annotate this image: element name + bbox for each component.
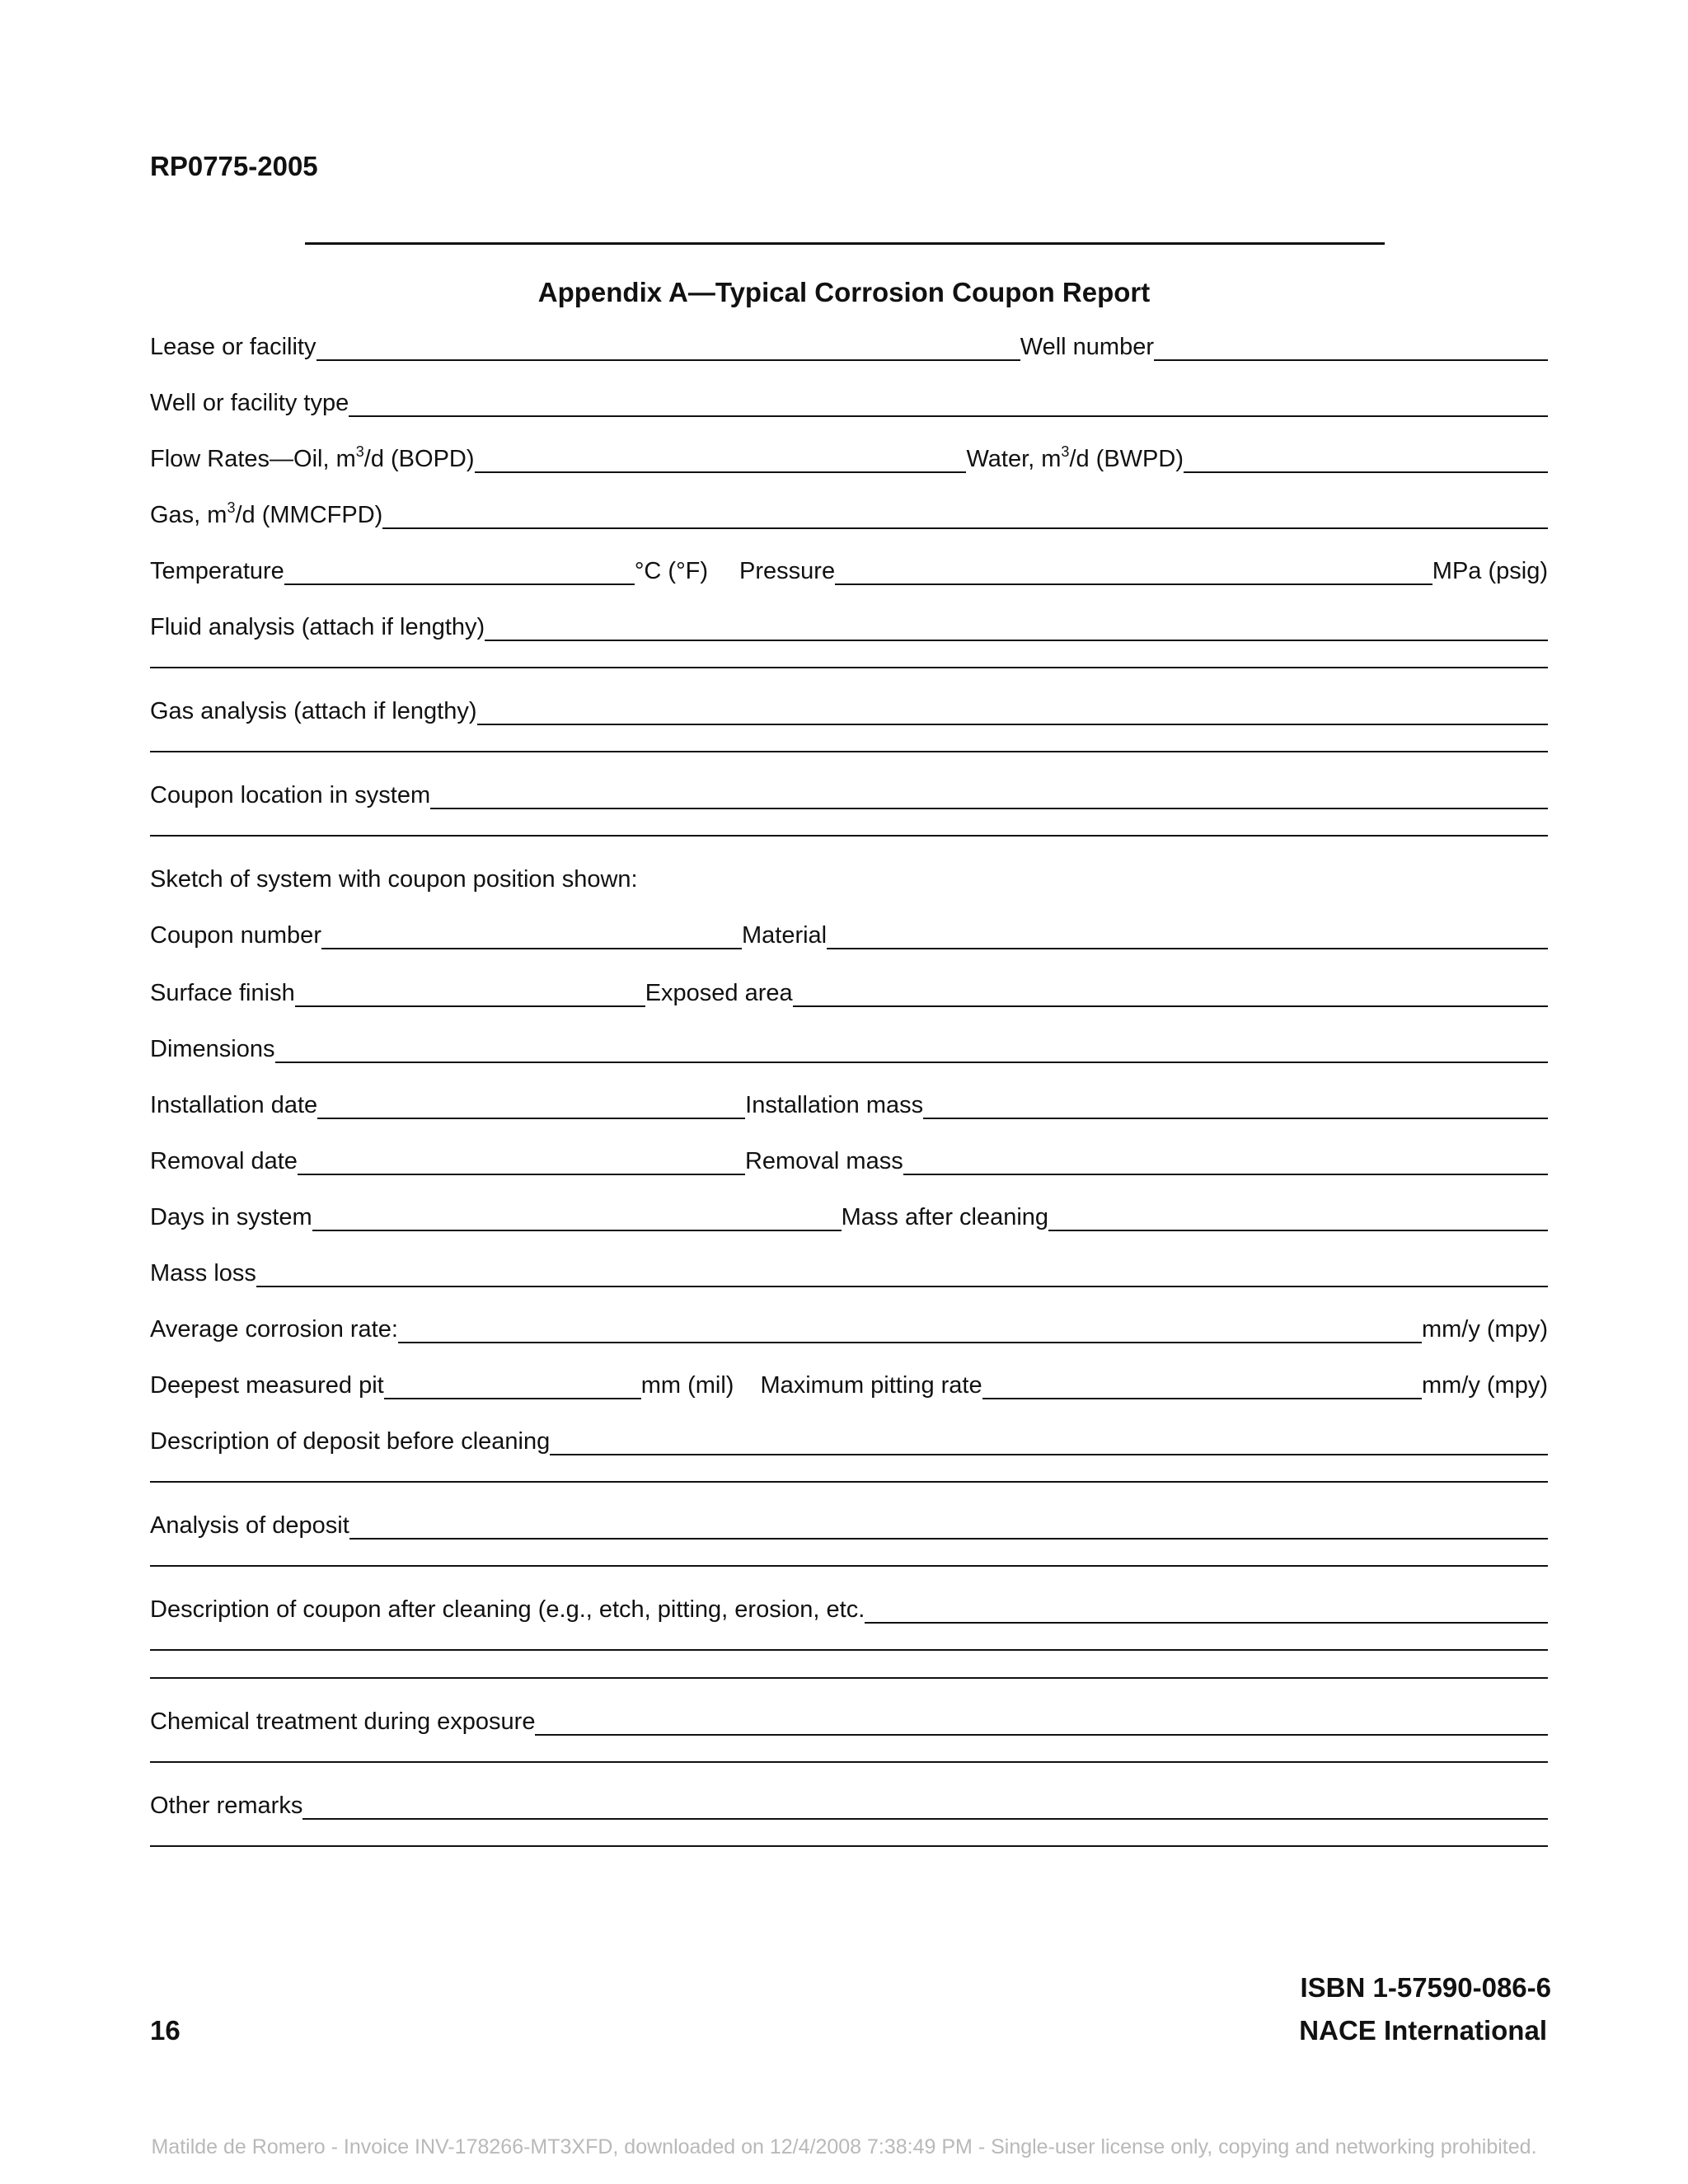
fluid-analysis-label: Fluid analysis (attach if lengthy) bbox=[150, 614, 485, 640]
coupon-number-label: Coupon number bbox=[150, 922, 321, 949]
page-title: Appendix A—Typical Corrosion Coupon Report bbox=[537, 277, 1151, 307]
installation-row bbox=[150, 1083, 1548, 1119]
installation-mass-label: Installation mass bbox=[745, 1092, 924, 1118]
installation-mass-field[interactable] bbox=[923, 1117, 1548, 1119]
well-type-field[interactable] bbox=[349, 415, 1548, 417]
avg-corrosion-rate-label: Average corrosion rate: bbox=[150, 1316, 398, 1343]
removal-date-label: Removal date bbox=[150, 1148, 298, 1174]
deepest-pit-field[interactable] bbox=[384, 1397, 641, 1399]
material-label: Material bbox=[741, 922, 828, 949]
removal-row bbox=[150, 1139, 1548, 1175]
gas-analysis-field[interactable] bbox=[477, 723, 1548, 725]
deepest-pit-unit: mm (mil) bbox=[640, 1372, 734, 1399]
fluid-analysis-field-line2[interactable] bbox=[150, 667, 1548, 668]
mass-loss-row bbox=[150, 1251, 1548, 1287]
mass-loss-field[interactable] bbox=[256, 1285, 1548, 1287]
avg-corrosion-rate-field[interactable] bbox=[398, 1341, 1422, 1343]
deposit-before-label: Description of deposit before cleaning bbox=[150, 1428, 551, 1455]
lease-label: Lease or facility bbox=[150, 334, 316, 360]
coupon-after-label: Description of coupon after cleaning (e.g., etch, pitting, erosion, etc. bbox=[150, 1596, 865, 1623]
days-in-system-row bbox=[150, 1195, 1548, 1231]
removal-date-field[interactable] bbox=[298, 1173, 745, 1175]
other-remarks-label: Other remarks bbox=[150, 1793, 303, 1819]
flow-oil-field[interactable] bbox=[475, 471, 967, 473]
flow-water-label: Water, $m^3/d$ (BWPD) bbox=[966, 443, 1184, 472]
chemical-treatment-field[interactable] bbox=[535, 1733, 1548, 1736]
gas-analysis-label: Gas analysis (attach if lengthy) bbox=[150, 698, 477, 724]
surface-finish-label: Surface finish bbox=[150, 980, 295, 1006]
flow-rates-row bbox=[150, 437, 1548, 473]
coupon-after-field[interactable] bbox=[865, 1621, 1548, 1624]
mass-after-cleaning-field[interactable] bbox=[1048, 1229, 1548, 1231]
coupon-number-field[interactable] bbox=[321, 947, 742, 949]
mass-loss-label: Mass loss bbox=[150, 1260, 256, 1286]
well-number-field[interactable] bbox=[1154, 359, 1548, 361]
deposit-analysis-row bbox=[150, 1503, 1548, 1540]
mass-after-cleaning-label: Mass after cleaning bbox=[841, 1204, 1049, 1230]
flow-water-field[interactable] bbox=[1184, 471, 1548, 473]
coupon-after-row bbox=[150, 1587, 1548, 1624]
other-remarks-field-line2[interactable] bbox=[150, 1845, 1548, 1847]
well-type-label: Well or facility type bbox=[150, 390, 349, 416]
installation-date-label: Installation date bbox=[150, 1092, 318, 1118]
coupon-location-field-line2[interactable] bbox=[150, 835, 1548, 837]
deposit-analysis-field-line2[interactable] bbox=[150, 1565, 1548, 1567]
exposed-area-label: Exposed area bbox=[645, 980, 793, 1006]
well-type-row bbox=[150, 381, 1548, 417]
chemical-treatment-label: Chemical treatment during exposure bbox=[150, 1708, 536, 1735]
pressure-field[interactable] bbox=[835, 583, 1432, 585]
deepest-pit-label: Deepest measured pit bbox=[150, 1372, 384, 1399]
deposit-before-row bbox=[150, 1419, 1548, 1455]
fluid-analysis-field[interactable] bbox=[485, 639, 1548, 641]
page-number: 16 bbox=[150, 2015, 181, 2046]
title-rule bbox=[305, 242, 1385, 245]
license-watermark: Matilde de Romero - Invoice INV-178266-MT3XFD, downloaded on 12/4/2008 7:38:49 PM - Single-user license only, copying and networking prohibited. bbox=[151, 2135, 1537, 2158]
chemical-treatment-field-line2[interactable] bbox=[150, 1761, 1548, 1763]
days-in-system-label: Days in system bbox=[150, 1204, 312, 1230]
installation-date-field[interactable] bbox=[317, 1117, 745, 1119]
avg-corrosion-rate-unit: mm/y (mpy) bbox=[1421, 1316, 1548, 1343]
removal-mass-label: Removal mass bbox=[744, 1148, 903, 1174]
coupon-location-field[interactable] bbox=[430, 807, 1548, 809]
deposit-before-field[interactable] bbox=[550, 1453, 1548, 1455]
deposit-analysis-label: Analysis of deposit bbox=[150, 1512, 349, 1539]
pitting-row bbox=[150, 1363, 1548, 1399]
max-pitting-rate-field[interactable] bbox=[982, 1397, 1422, 1399]
max-pitting-rate-unit: mm/y (mpy) bbox=[1421, 1372, 1548, 1399]
flow-oil-label: Flow Rates—Oil, $m^3/d$ (BOPD) bbox=[150, 443, 475, 472]
gas-rate-label: Gas, $m^3/d$ (MMCFPD) bbox=[150, 499, 383, 528]
material-field[interactable] bbox=[827, 947, 1548, 949]
coupon-location-row bbox=[150, 773, 1548, 809]
pressure-label: Pressure bbox=[739, 558, 836, 584]
other-remarks-field[interactable] bbox=[302, 1817, 1548, 1820]
days-in-system-field[interactable] bbox=[312, 1229, 842, 1231]
temperature-field[interactable] bbox=[284, 583, 635, 585]
document-number: RP0775-2005 bbox=[150, 151, 318, 181]
removal-mass-field[interactable] bbox=[903, 1173, 1548, 1175]
lease-row bbox=[150, 325, 1548, 361]
pressure-unit: MPa (psig) bbox=[1432, 558, 1548, 584]
fluid-analysis-row bbox=[150, 605, 1548, 641]
lease-field[interactable] bbox=[316, 359, 1020, 361]
dimensions-label: Dimensions bbox=[150, 1036, 275, 1062]
max-pitting-rate-label: Maximum pitting rate bbox=[760, 1372, 982, 1399]
temp-pressure-row bbox=[150, 549, 1548, 585]
dimensions-field[interactable] bbox=[275, 1061, 1549, 1063]
deposit-before-field-line2[interactable] bbox=[150, 1481, 1548, 1483]
coupon-number-row bbox=[150, 913, 1548, 949]
coupon-after-field-line3[interactable] bbox=[150, 1677, 1548, 1679]
temperature-label: Temperature bbox=[150, 558, 284, 584]
temperature-unit: °C (°F) bbox=[634, 558, 709, 584]
exposed-area-field[interactable] bbox=[793, 1005, 1548, 1007]
deposit-analysis-field[interactable] bbox=[349, 1537, 1548, 1540]
gas-analysis-row bbox=[150, 689, 1548, 725]
gas-rate-row bbox=[150, 493, 1548, 529]
other-remarks-row bbox=[150, 1783, 1548, 1820]
avg-corrosion-rate-row bbox=[150, 1307, 1548, 1343]
coupon-after-field-line2[interactable] bbox=[150, 1649, 1548, 1651]
gas-analysis-field-line2[interactable] bbox=[150, 751, 1548, 752]
sketch-label: Sketch of system with coupon position shown: bbox=[150, 866, 638, 893]
gas-rate-field[interactable] bbox=[382, 527, 1548, 529]
publisher: NACE International bbox=[1299, 2015, 1547, 2046]
coupon-location-label: Coupon location in system bbox=[150, 782, 431, 808]
sketch-row bbox=[150, 857, 1548, 893]
well-number-label: Well number bbox=[1020, 334, 1154, 360]
chemical-treatment-row bbox=[150, 1699, 1548, 1736]
surface-finish-field[interactable] bbox=[295, 1005, 645, 1007]
surface-finish-row bbox=[150, 971, 1548, 1007]
isbn: ISBN 1-57590-086-6 bbox=[1300, 1972, 1551, 2003]
dimensions-row bbox=[150, 1027, 1548, 1063]
